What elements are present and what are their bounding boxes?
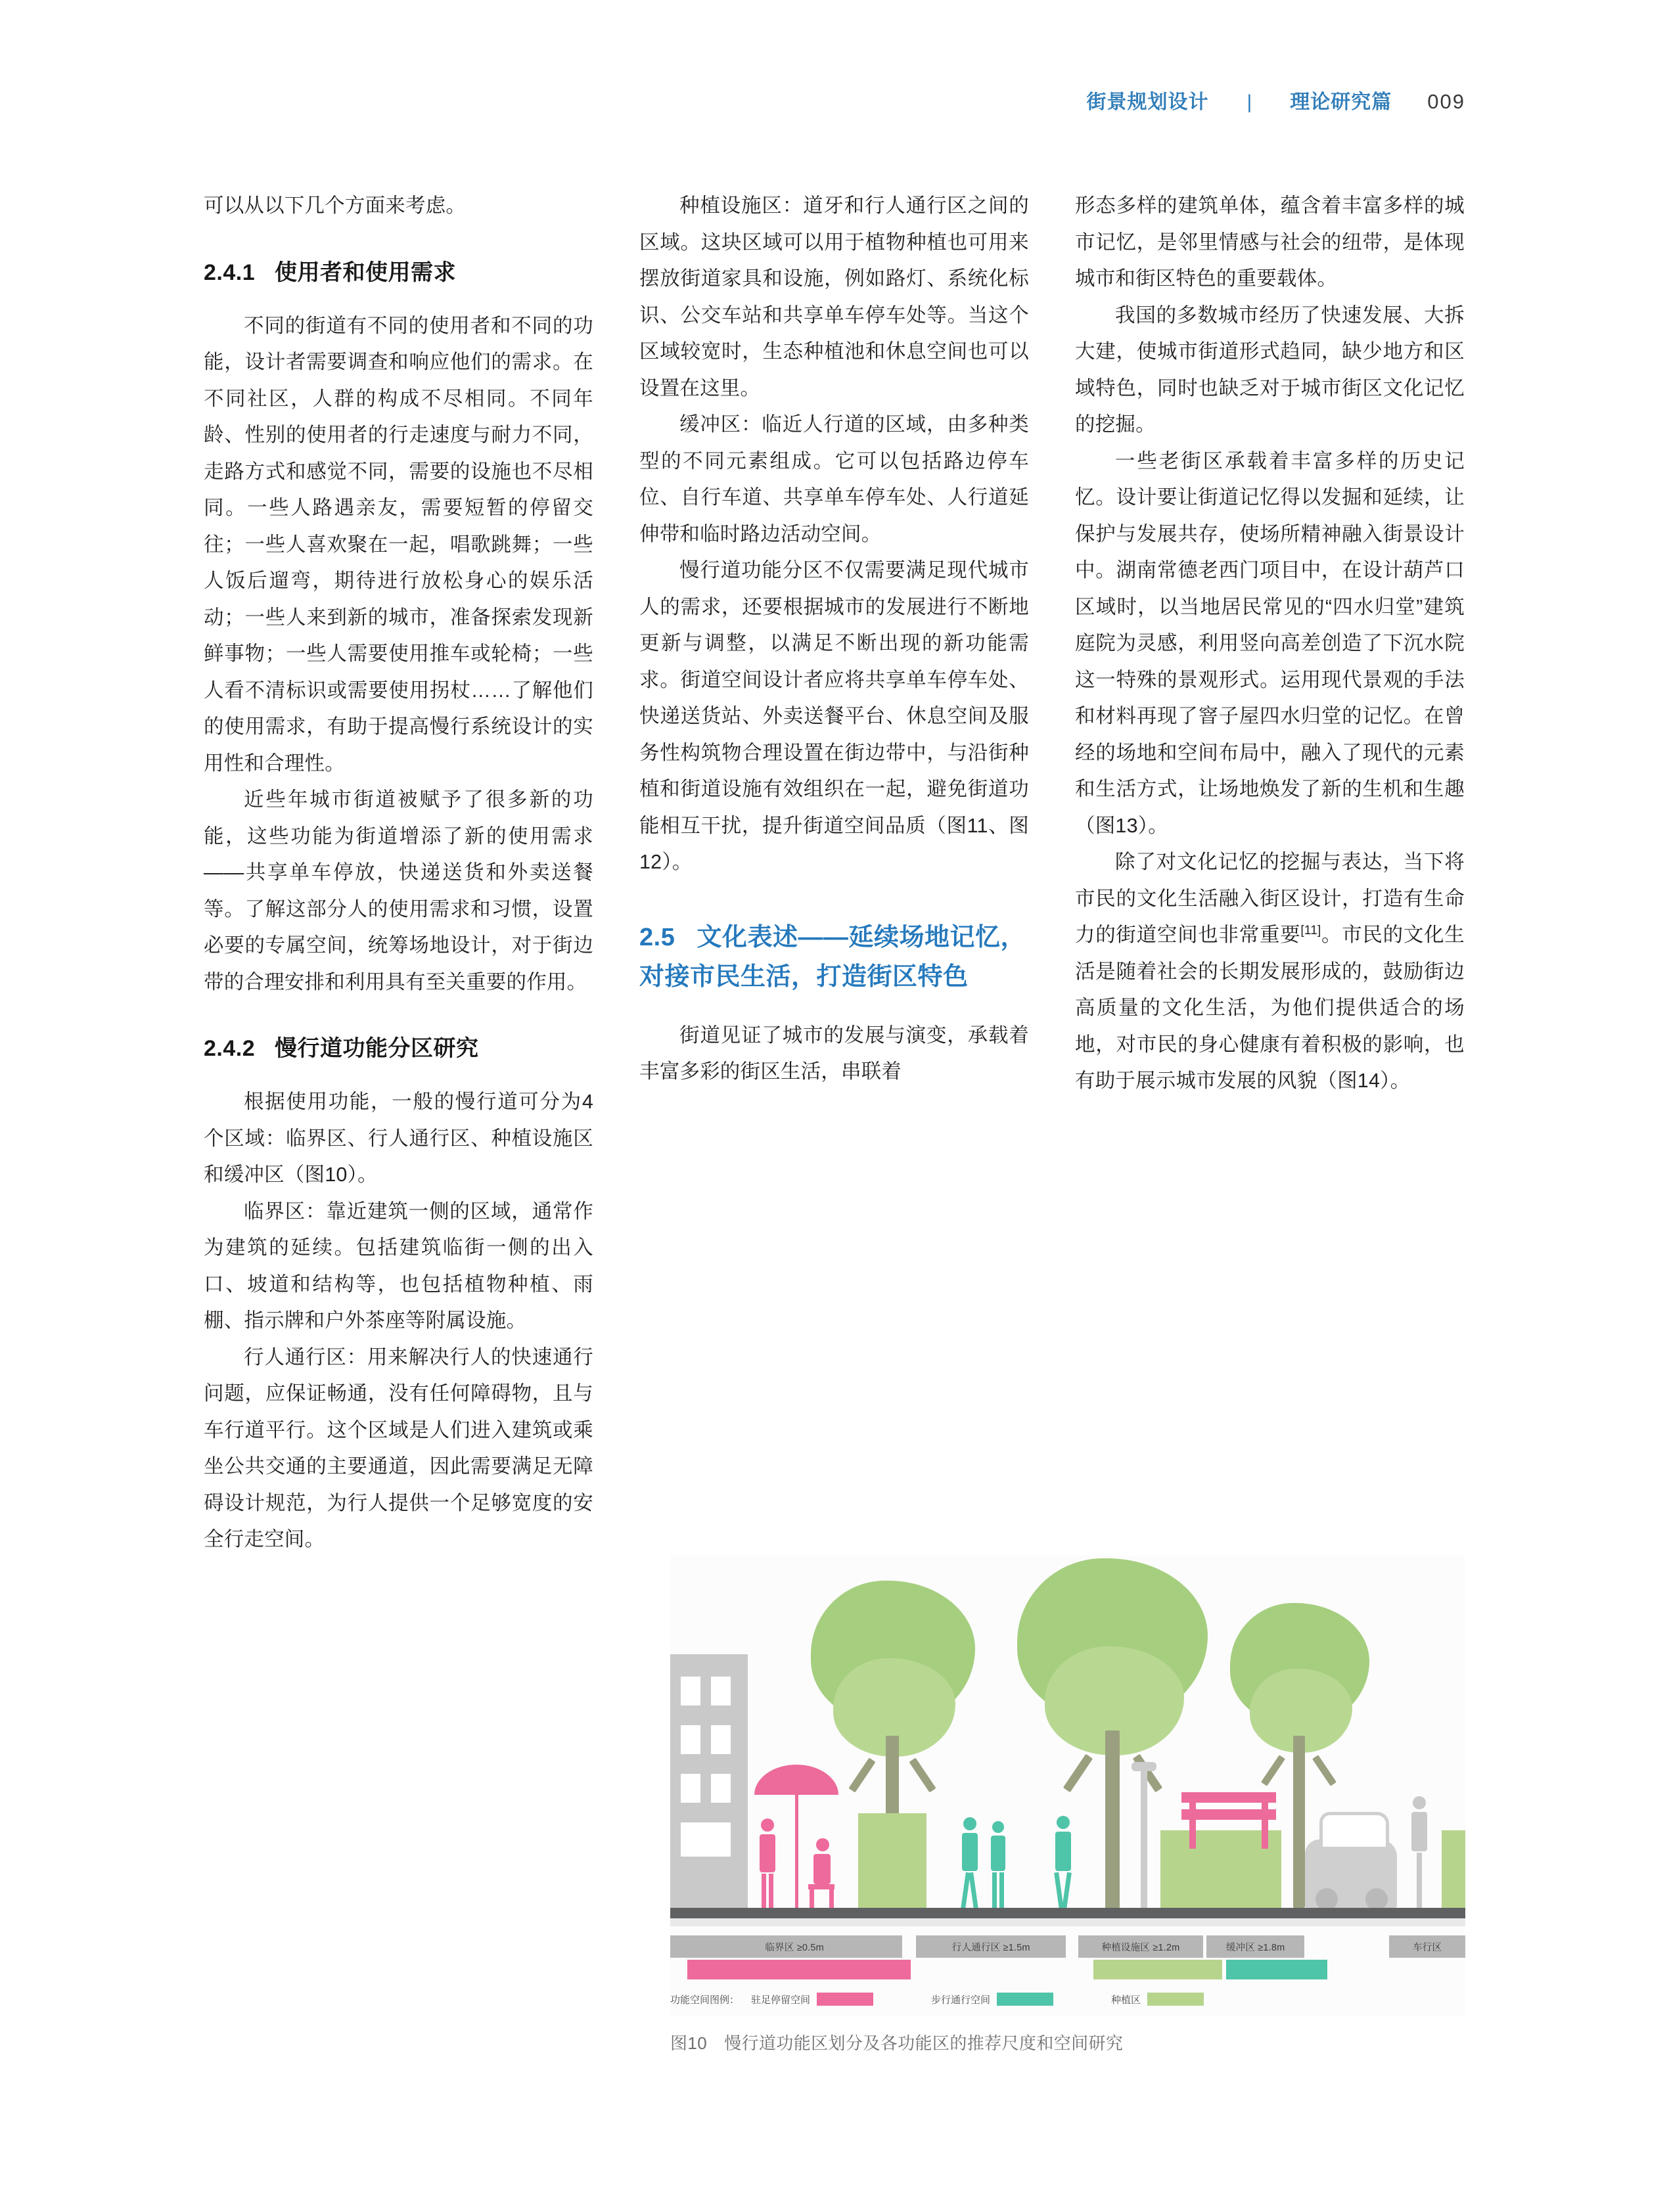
person-standing-pink (756, 1818, 778, 1909)
heading-2-5-text: 文化表述——延续场地记忆，对接市民生活，打造街区特色 (639, 923, 1026, 991)
parked-car-icon (1305, 1840, 1397, 1909)
reference-marker: [11] (1300, 923, 1321, 937)
legend-item-walk (931, 1993, 1053, 2006)
heading-2-4-1-text: 使用者和使用需求 (274, 260, 456, 285)
paragraph-3-3: 一些老街区承载着丰富多样的历史记忆。设计要让街道记忆得以发掘和延续，让保护与发展共存，使场所精神融入街景设计中。湖南常德老西门项目中，在设计葫芦口区域时，以当地居民常见的“四水归堂”建筑庭院为灵感，利用竖向高差创造了下沉水院这一特殊的景观形式。运用现代景观的手法和材料再现了窨子屋四水归堂的记忆。在曾经的场地和空间布局中，融入了现代的元素和生活方式，让场地焕发了新的生机和生趣（图13）。 (1075, 449, 1465, 837)
paragraph-3-2: 我国的多数城市经历了快速发展、大拆大建，使城市街道形式趋同，缺少地方和区域特色，同时也缺乏对于城市街区文化记忆的挖掘。 (1075, 304, 1465, 436)
paragraph-2-4-2-2: 临界区：靠近建筑一侧的区域，通常作为建筑的延续。包括建筑临街一侧的出入口、坡道和结构等，也包括植物种植、雨棚、指示牌和户外茶座等附属设施。 (204, 1200, 593, 1332)
running-head (1086, 85, 1465, 114)
heading-2-4-2-text: 慢行道功能分区研究 (274, 1036, 479, 1061)
dim-gap-4 (1304, 1935, 1389, 1958)
paragraph-buffer-zone: 缓冲区：临近人行道的区域，由多种类型的不同元素组成。它可以包括路边停车位、自行车道、共享单车停车处、人行道延伸带和临时路边活动空间。 (639, 413, 1029, 545)
paragraph-2-4-1-2: 近些年城市街道被赋予了很多新的功能，这些功能为街道增添了新的使用需求——共享单车停放，快递送货和外卖送餐等。了解这部分人的使用需求和习惯，设置必要的专属空间，统筹场地设计，对于街边带的合理安排和利用具有至关重要的作用。 (204, 788, 593, 993)
zone-color-row (670, 1960, 1465, 1979)
heading-2-5 (639, 918, 1029, 997)
dimension-label-roadway: 车行区 (1389, 1935, 1465, 1958)
heading-2-4-2 (204, 1031, 593, 1067)
paragraph-3-1: 形态多样的建筑单体，蕴含着丰富多样的城市记忆，是邻里情感与社会的纽带，是体现城市和街区特色的重要载体。 (1075, 194, 1465, 290)
dim-spacer-left (670, 1935, 687, 1958)
person-seated-pink (808, 1838, 837, 1909)
heading-2-4-2-number: 2.4.2 (204, 1036, 256, 1061)
planter-critical-zone (858, 1813, 926, 1909)
dimension-label-row (670, 1935, 1465, 1958)
dimension-label-critical: 临界区 ≥0.5m (687, 1935, 902, 1958)
paragraph-3-4-part-a: 除了对文化记忆的挖掘与表达，当下将市民的文化生活融入街区设计，打造有生命力的街道空间也非常重要 (1075, 851, 1465, 946)
planter-buffer-zone (1442, 1830, 1465, 1909)
figure-caption-number: 图10 (670, 2033, 708, 2053)
zone-gap-2 (1080, 1960, 1093, 1979)
ground-fill (670, 1918, 1465, 1926)
legend-swatch-walk (997, 1993, 1053, 2006)
running-head-section: 理论研究篇 (1290, 91, 1392, 113)
legend-swatch-stay (817, 1993, 873, 2006)
zone-gap-1 (911, 1960, 925, 1979)
dimension-label-buffer: 缓冲区 ≥1.8m (1206, 1935, 1304, 1958)
figure-caption-text: 慢行道功能区划分及各功能区的推荐尺度和空间研究 (724, 2033, 1124, 2053)
paragraph-2-4-1-1: 不同的街道有不同的使用者和不同的功能，设计者需要调查和响应他们的需求。在不同社区，人群的构成不尽相同。不同年龄、性别的使用者的行走速度与耐力不同，走路方式和感觉不同，需要的设施也不尽相同。一些人路遇亲友，需要短暂的停留交往；一些人喜欢聚在一起，唱歌跳舞；一些人饭后遛弯，期待进行放松身心的娱乐活动；一些人来到新的城市，准备探索发现新鲜事物；一些人需要使用推车或轮椅；一些人看不清标识或需要使用拐杖……了解他们的使用需求，有助于提高慢行系统设计的实用性和合理性。 (204, 314, 593, 775)
paragraph-3-4-part-b: 。市民的文化生活是随着社会的长期发展形成的，鼓励街边高质量的文化生活，为他们提供适合的场地，对市民的身心健康有着积极的影响，也有助于展示城市发展的风貌（图14）。 (1075, 924, 1465, 1092)
zone-spacer (670, 1960, 687, 1979)
street-lamp-icon (1141, 1766, 1147, 1909)
legend-item-planting (1111, 1993, 1204, 2006)
page-number: 009 (1427, 90, 1465, 113)
street-lamp-head (1132, 1762, 1156, 1771)
column-3 (1075, 188, 1465, 1558)
figure-10-caption (670, 2030, 1465, 2054)
dim-gap-2 (1066, 1935, 1078, 1958)
umbrella-pole (795, 1790, 798, 1908)
paragraph-zoning-summary: 慢行道功能分区不仅需要满足现代城市人的需求，还要根据城市的发展进行不断地更新与调整，以满足不断出现的新功能需求。街道空间设计者应将共享单车停车处、快递送货站、外卖送餐平台、休息空间及服务性构筑物合理设置在街边带中，与沿街种植和街道设施有效组织在一起，避免街道功能相互干扰，提升街道空间品质（图11、图12）。 (639, 559, 1029, 873)
ground-line (670, 1908, 1465, 1918)
paragraph-2-4-2-3: 行人通行区：用来解决行人的快速通行问题，应保证畅通，没有任何障碍物，且与车行道平行。这个区域是人们进入建筑或乘坐公共交通的主要通道，因此需要满足无障碍设计规范，为行人提供一个足够宽度的安全行走空间。 (204, 1345, 593, 1550)
zone-bar-planting (1093, 1960, 1222, 1979)
paragraph-planting-zone: 种植设施区：道牙和行人通行区之间的区域。这块区域可以用于植物种植也可用来摆放街道家具和设施，例如路灯、系统化标识、公交车站和共享单车停车处等。当这个区域较宽时，生态种植池和休息空间也可以设置在这里。 (639, 194, 1029, 399)
dimension-label-pedestrian: 行人通行区 ≥1.5m (916, 1935, 1066, 1958)
bench-leg-right (1262, 1792, 1268, 1849)
cyclist-icon (1407, 1796, 1431, 1909)
heading-2-4-1 (204, 255, 593, 291)
paragraph-lead: 可以从以下几个方面来考虑。 (204, 194, 467, 217)
figure-legend (670, 1989, 1465, 2009)
zone-bar-buffer (1226, 1960, 1327, 1979)
bench-leg-left (1189, 1792, 1196, 1849)
figure-10 (670, 1556, 1465, 2054)
person-walking-2 (988, 1821, 1008, 1909)
building-silhouette (670, 1654, 748, 1909)
person-walking-1 (958, 1817, 980, 1909)
running-head-separator: | (1246, 91, 1252, 113)
dimension-label-planting: 种植设施区 ≥1.2m (1078, 1935, 1202, 1958)
column-2 (639, 188, 1029, 1558)
running-head-title: 街景规划设计 (1086, 91, 1209, 113)
person-walking-3 (1051, 1816, 1074, 1909)
legend-item-stay (751, 1993, 873, 2006)
column-1 (204, 188, 593, 1558)
paragraph-2-4-2-1: 根据使用功能，一般的慢行道可分为4个区域：临界区、行人通行区、种植设施区和缓冲区（图10）。 (204, 1091, 593, 1186)
heading-2-5-number: 2.5 (639, 923, 675, 951)
legend-label-planting: 种植区 (1111, 1994, 1141, 2006)
paragraph-3-4 (1075, 844, 1465, 1100)
paragraph-2-5-1: 街道见证了城市的发展与演变，承载着丰富多彩的街区生活，串联着 (639, 1024, 1029, 1083)
zone-bar-critical (687, 1960, 911, 1979)
legend-label-stay: 驻足停留空间 (751, 1994, 811, 2006)
legend-label-walk: 步行通行空间 (931, 1994, 991, 2006)
text-columns (204, 188, 1465, 1558)
heading-2-4-1-number: 2.4.1 (204, 260, 256, 285)
zone-bar-pedestrian (925, 1960, 1080, 1979)
legend-swatch-planting (1147, 1993, 1204, 2006)
dim-gap-1 (902, 1935, 916, 1958)
legend-title: 功能空间图例： (670, 1994, 740, 2006)
figure-10-image (670, 1556, 1465, 2016)
